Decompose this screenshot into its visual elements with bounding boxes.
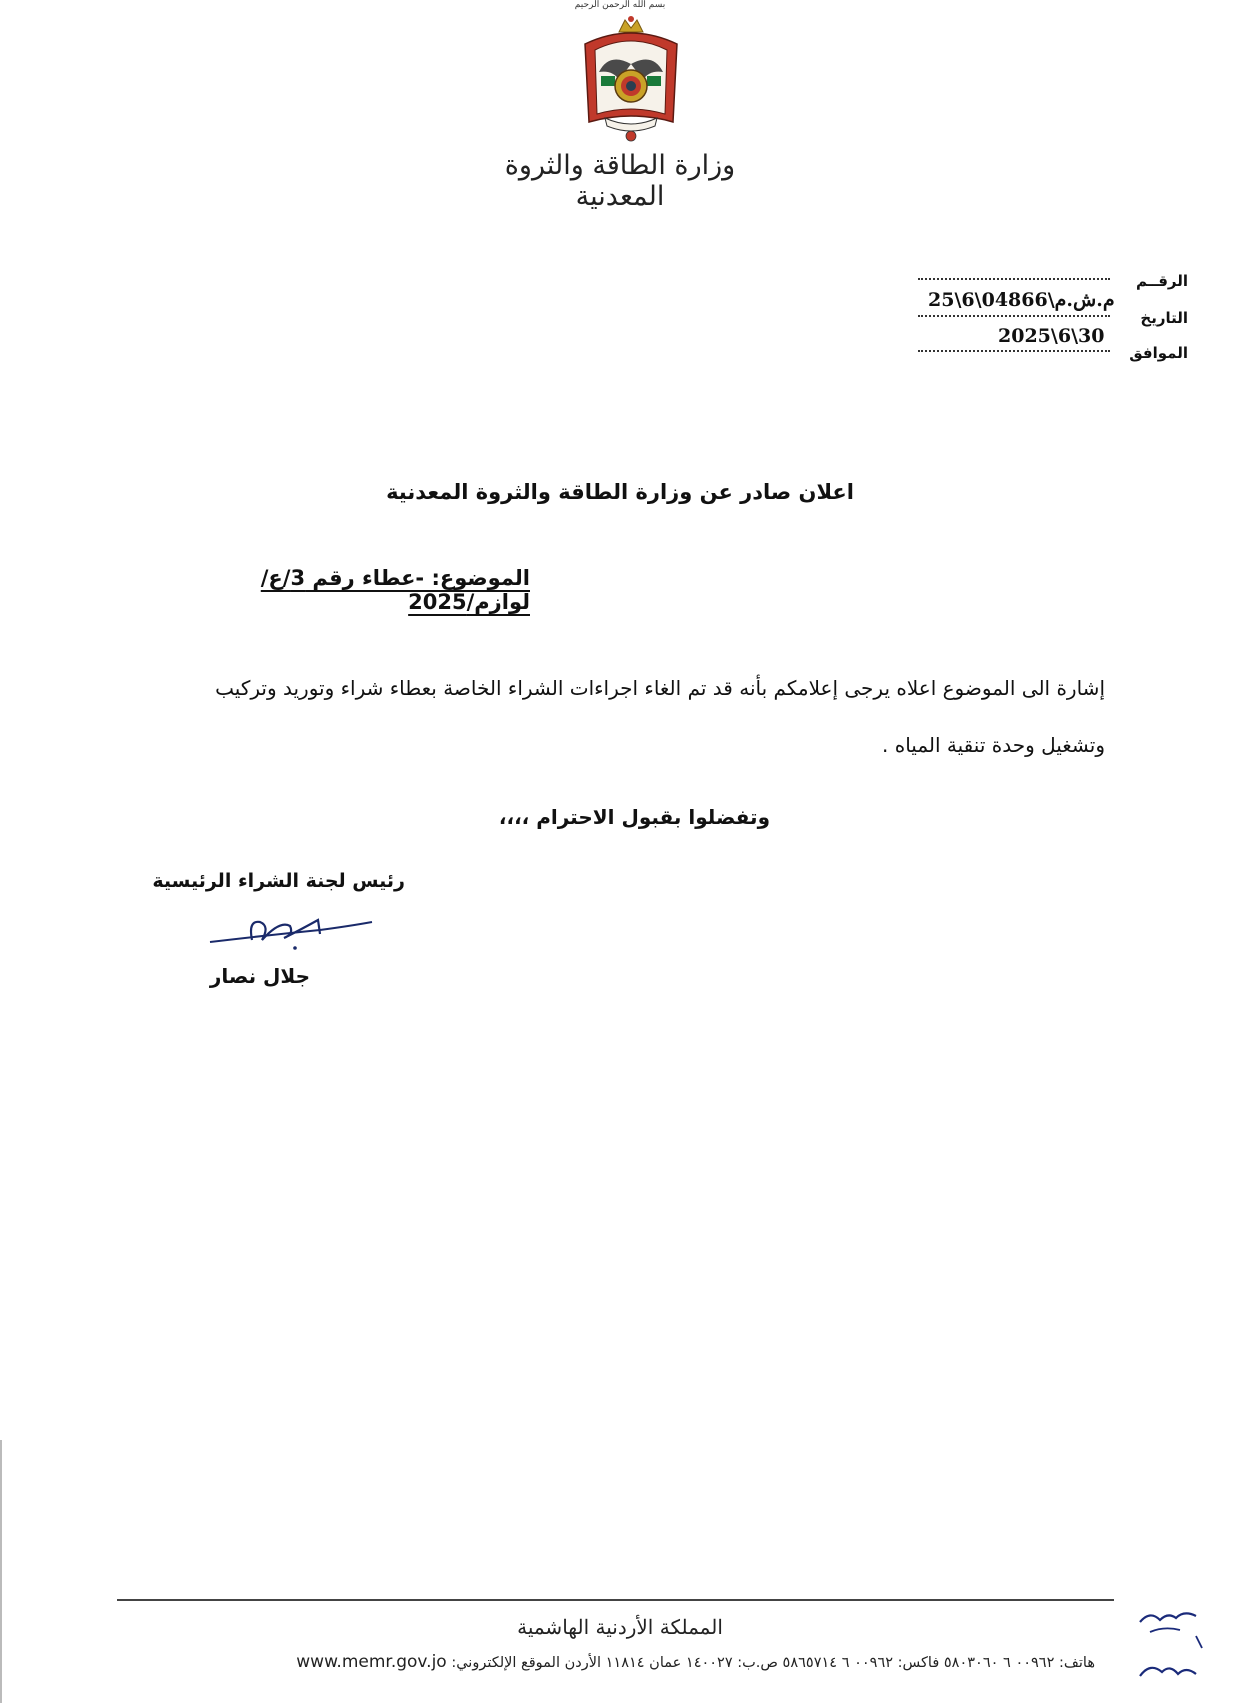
reference-hijri-dots [918, 350, 1110, 352]
footer-kingdom: المملكة الأردنية الهاشمية [517, 1615, 723, 1639]
jordan-coat-of-arms-emblem [575, 14, 687, 144]
reference-hijri-row [918, 325, 1188, 370]
signatory-title: رئيس لجنة الشراء الرئيسية [152, 870, 405, 892]
footer-website-link[interactable]: www.memr.gov.jo [296, 1652, 447, 1672]
reference-date-dots [918, 315, 1110, 317]
ministry-title: وزارة الطاقة والثروة المعدنية [504, 150, 736, 212]
scan-edge-shadow [0, 1440, 2, 1703]
subject-line: الموضوع: -عطاء رقم 3/ع/لوازم/2025 [260, 566, 530, 614]
reference-number-value: م.ش.م\04866\6\25 [928, 289, 1115, 311]
reference-number-dots [918, 278, 1110, 280]
handwritten-initials [1120, 1592, 1220, 1702]
reference-number-label: الرقــم [1136, 272, 1188, 290]
reference-date-value: 30\6\2025 [998, 325, 1105, 347]
body-paragraph: إشارة الى الموضوع اعلاه يرجى إعلامكم بأنه قد تم الغاء اجراءات الشراء الخاصة بعطاء شراء وتوريد وتركيب وتشغيل وحدة تنقية المياه . [215, 676, 1105, 757]
reference-date-label: التاريخ [1140, 309, 1188, 327]
footer-contact-line [135, 1652, 1095, 1672]
footer-divider [117, 1599, 1114, 1601]
announcement-heading: اعلان صادر عن وزارة الطاقة والثروة المعدنية [386, 480, 854, 504]
reference-hijri-label: الموافق [1129, 344, 1188, 362]
closing-line: وتفضلوا بقبول الاحترام ،،،، [498, 805, 770, 829]
basmala: بسم الله الرحمن الرحيم [574, 0, 666, 10]
footer-contact-text: هاتف: ٠٠٩٦٢ ٦ ٥٨٠٣٠٦٠ فاكس: ٠٠٩٦٢ ٦ ٥٨٦٥٧١٤ ص.ب: ١٤٠٠٢٧ عمان ١١٨١٤ الأردن الموقع الإلكتروني: [451, 1655, 1095, 1671]
handwritten-signature [200, 900, 380, 960]
signatory-name: جلال نصار [209, 964, 310, 988]
